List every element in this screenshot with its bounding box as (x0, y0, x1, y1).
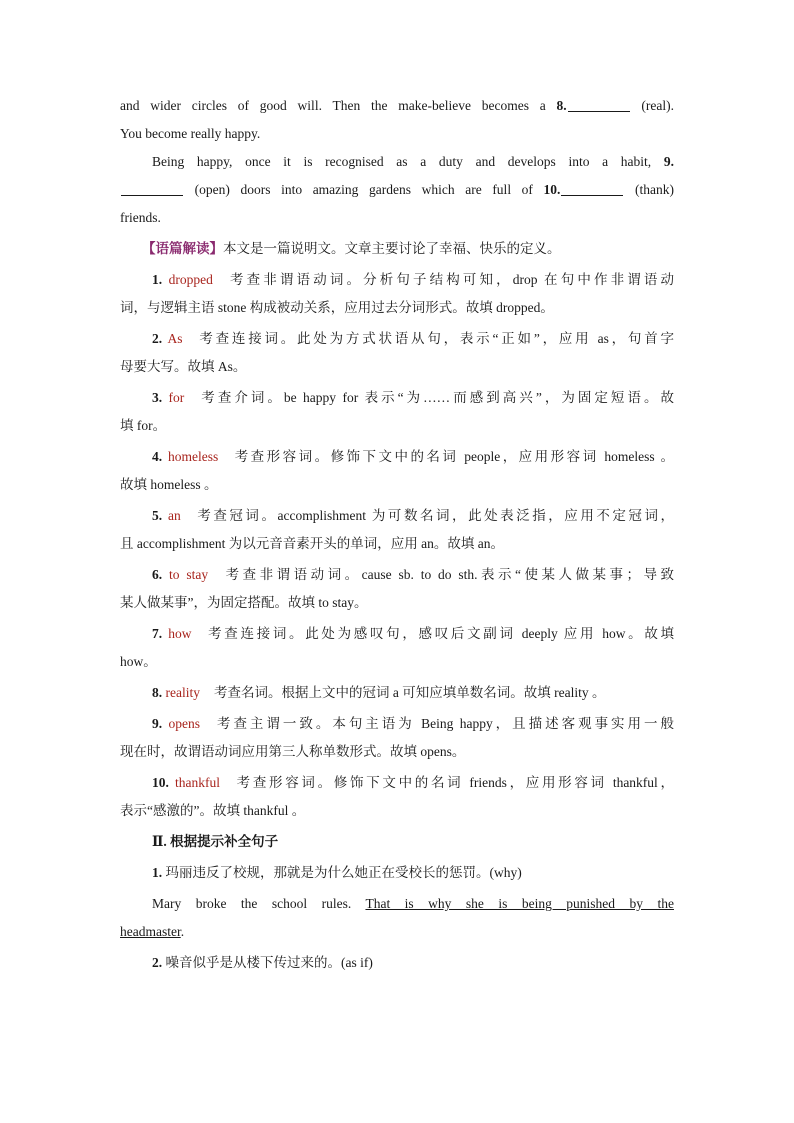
answer-underlined: That is why she is being punished by the (365, 896, 674, 911)
question-10-number: 10. (543, 182, 561, 197)
analysis-item-number: 2. (152, 331, 163, 346)
analysis-item-number: 5. (152, 508, 163, 523)
analysis-item-number: 7. (152, 626, 163, 641)
analysis-item-number: 9. (152, 716, 163, 731)
analysis-item (120, 710, 674, 738)
document-page (120, 92, 674, 977)
analysis-item (120, 679, 674, 707)
analysis-item-number: 4. (152, 449, 163, 464)
analysis-item-continuation: 词，与逻辑主语 stone 构成被动关系，应用过去分词形式。故填 dropped。 (120, 300, 554, 315)
answer-underlined: headmaster (120, 924, 181, 939)
analysis-item-continuation: 填 for。 (120, 418, 167, 433)
analysis-item-continuation: 现在时，故谓语动词应用第三人称单数形式。故填 opens。 (120, 744, 466, 759)
analysis-item (120, 384, 674, 412)
section-2-question-1: 1. 玛丽违反了校规，那就是为什么她正在受校长的惩罚。(why) (152, 865, 522, 880)
section-2-answer-1-line-2: headmaster. (120, 924, 185, 939)
analysis-item-explanation: 考查形容词。修饰下文中的名词 friends，应用形容词 thankful， (233, 775, 675, 790)
analysis-item (120, 502, 674, 530)
analysis-item (120, 443, 674, 471)
analysis-item-number: 3. (152, 390, 163, 405)
analysis-tag: 【语篇解读】 (142, 241, 223, 256)
analysis-list (120, 266, 674, 825)
analysis-item-number: 8. (152, 685, 163, 700)
passage-line-1: and wider circles of good will. Then the make-believe becomes a 8. (real). (120, 98, 675, 113)
analysis-item-answer: As (167, 331, 183, 346)
analysis-item-number: 6. (152, 567, 163, 582)
analysis-item (120, 266, 674, 294)
analysis-item (120, 325, 674, 353)
question-8-blank[interactable] (568, 97, 630, 112)
analysis-item-answer: homeless (167, 449, 219, 464)
analysis-item-answer: reality (165, 685, 200, 700)
analysis-item-continuation: 某人做某事”，为固定搭配。故填 to stay。 (120, 595, 368, 610)
question-10-blank[interactable] (561, 181, 623, 196)
analysis-item (120, 561, 674, 589)
question-8-number: 8. (556, 98, 567, 113)
analysis-item-answer: dropped (168, 272, 213, 287)
analysis-item-number: 1. (152, 272, 163, 287)
analysis-item-answer: thankful (174, 775, 220, 790)
analysis-item-answer: opens (168, 716, 200, 731)
passage-line-4: (open) doors into amazing gardens which are full of 10. (thank) (120, 176, 674, 204)
analysis-item (120, 769, 674, 797)
question-9-number: 9. (663, 154, 674, 169)
analysis-item-explanation: 考查名词。根据上文中的冠词 a 可知应填单数名词。故填 reality 。 (213, 685, 606, 700)
analysis-item-answer: for (168, 390, 185, 405)
section-2-question-2: 2. 噪音似乎是从楼下传过来的。(as if) (152, 955, 373, 970)
analysis-item-explanation: 考查主谓一致。本句主语为 Being happy，且描述客观事实用一般 (213, 716, 674, 731)
passage-line-3: Being happy, once it is recognised as a duty and develops into a habit, 9. (152, 154, 674, 169)
analysis-item-answer: to stay (169, 567, 209, 582)
section-2-answer-1-line-1: Mary broke the school rules. That is why she is being punished by the (152, 896, 674, 911)
analysis-item-explanation: 考查连接词。此处为方式状语从句，表示“正如”，应用 as，句首字 (196, 331, 674, 346)
analysis-item-explanation: 考查非谓语动词。分析句子结构可知，drop 在句中作非谓语动 (226, 272, 675, 287)
analysis-item-explanation: 考查非谓语动词。cause sb. to do sth.表示“使某人做某事；导致 (222, 567, 675, 582)
analysis-item-explanation: 考查介词。be happy for 表示“为……而感到高兴”，为固定短语。故 (198, 390, 674, 405)
analysis-item-explanation: 考查连接词。此处为感叹句，感叹后文副词 deeply 应用 how。故填 (205, 626, 675, 641)
analysis-item-explanation: 考查形容词。修饰下文中的名词 people，应用形容词 homeless 。 (232, 449, 675, 464)
analysis-item-number: 10. (152, 775, 169, 790)
question-9-blank[interactable] (121, 181, 183, 196)
analysis-item-continuation: 表示“感激的”。故填 thankful 。 (120, 803, 306, 818)
section-2-heading: Ⅱ. 根据提示补全句子 (152, 834, 279, 849)
analysis-item (120, 620, 674, 648)
passage-line-2: You become really happy. (120, 126, 261, 141)
analysis-intro: 【语篇解读】本文是一篇说明文。文章主要讨论了幸福、快乐的定义。 (142, 241, 561, 256)
passage-line-5: friends. (120, 210, 161, 225)
analysis-item-continuation: how。 (120, 654, 157, 669)
analysis-item-answer: an (168, 508, 181, 523)
analysis-item-explanation: 考查冠词。accomplishment 为可数名词，此处表泛指，应用不定冠词， (194, 508, 675, 523)
analysis-item-continuation: 母要大写。故填 As。 (120, 359, 247, 374)
analysis-item-continuation: 且 accomplishment 为以元音音素开头的单词，应用 an。故填 an。 (120, 536, 504, 551)
analysis-item-continuation: 故填 homeless 。 (120, 477, 218, 492)
analysis-item-answer: how (168, 626, 192, 641)
